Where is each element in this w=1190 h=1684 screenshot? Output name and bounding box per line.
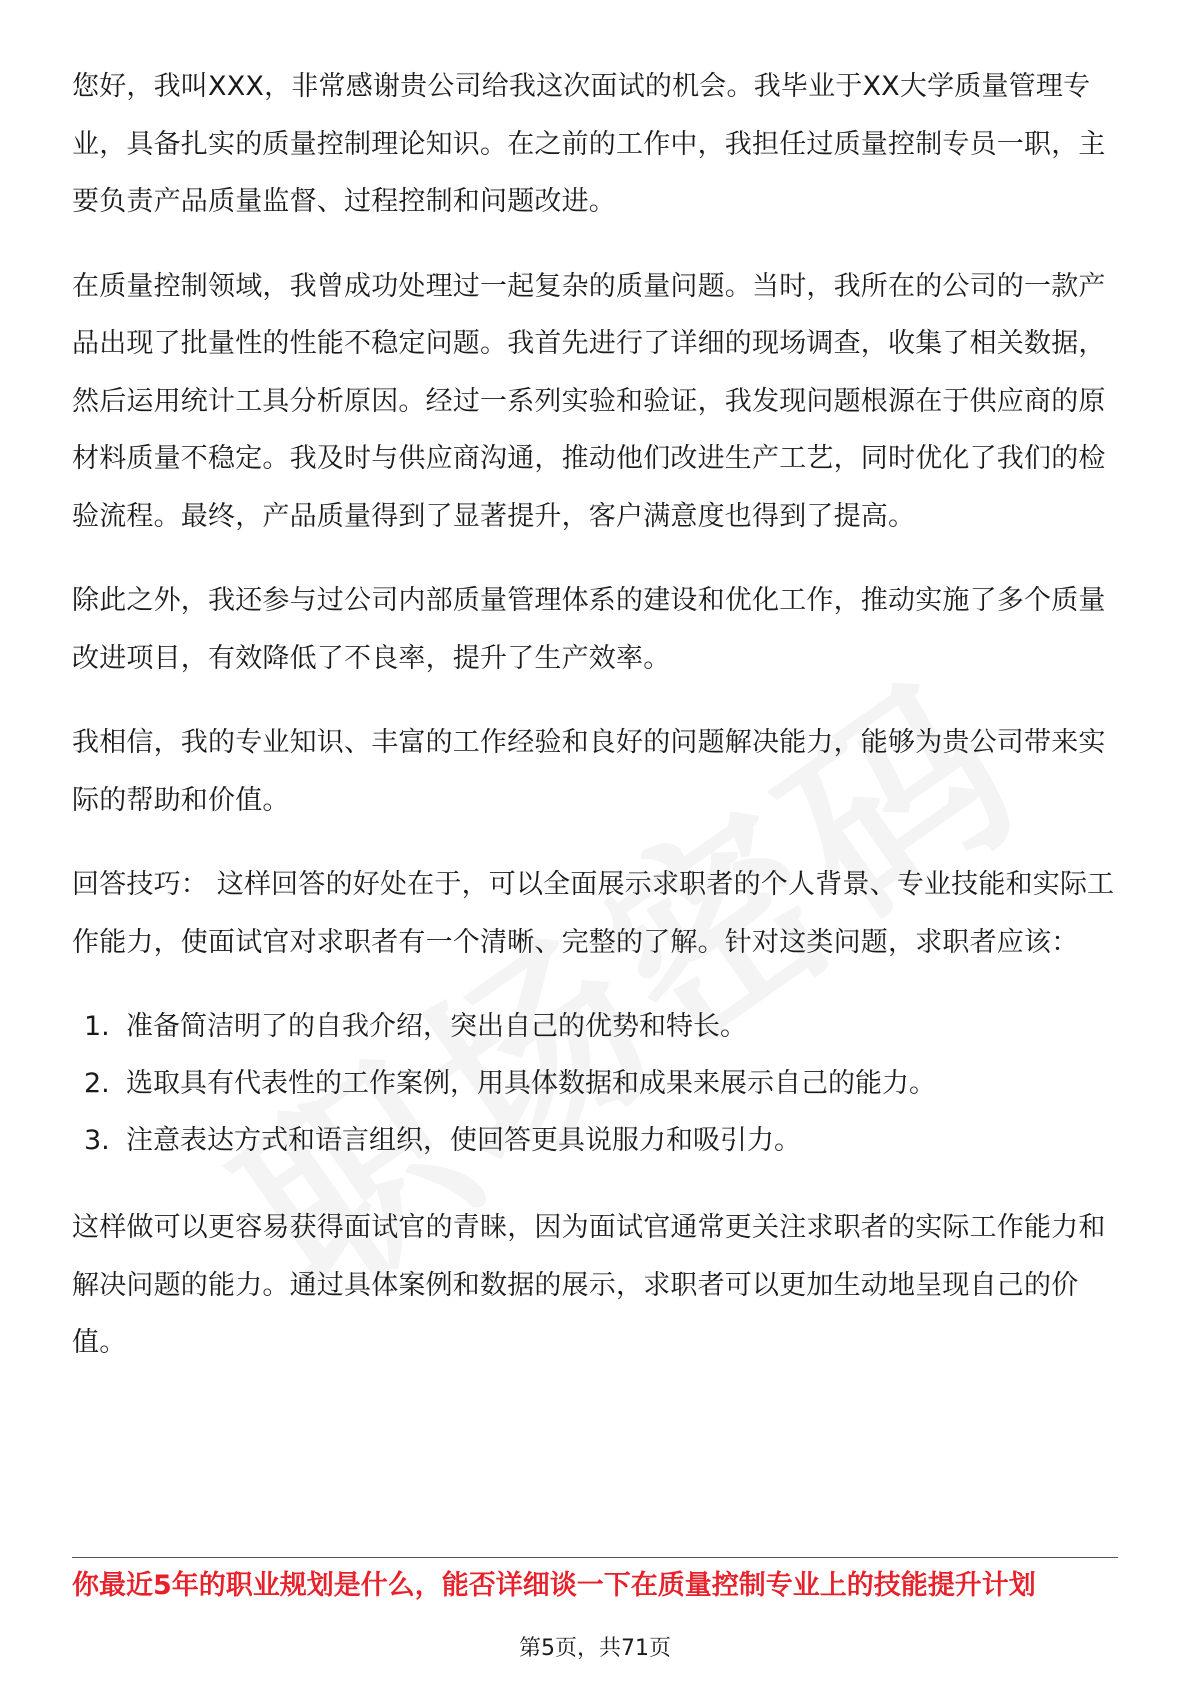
list-item-number: 2. [84, 1068, 110, 1099]
list-item-number: 3. [84, 1125, 110, 1156]
conclusion-paragraph: 我相信，我的专业知识、丰富的工作经验和良好的问题解决能力，能够为贵公司带来实际的帮助和价值。 [72, 727, 1106, 816]
list-item-number: 1. [84, 1011, 110, 1042]
answer-tips-paragraph: 回答技巧： 这样回答的好处在于，可以全面展示求职者的个人背景、专业技能和实际工作能力，使面试官对求职者有一个清晰、完整的了解。针对这类问题，求职者应该： [72, 869, 1115, 958]
next-question-heading: 你最近5年的职业规划是什么，能否详细谈一下在质量控制专业上的技能提升计划 [72, 1570, 1036, 1601]
list-item [72, 998, 1118, 1055]
main-content [72, 58, 1118, 1399]
section-divider [72, 1557, 1118, 1558]
list-item-text: 准备简洁明了的自我介绍，突出自己的优势和特长。 [126, 1011, 747, 1042]
intro-paragraph: 您好，我叫XXX，非常感谢贵公司给我这次面试的机会。我毕业于XX大学质量管理专业，具备扎实的质量控制理论知识。在之前的工作中，我担任过质量控制专员一职，主要负责产品质量监督、过程控制和问题改进。 [72, 71, 1106, 217]
additional-experience-paragraph: 除此之外，我还参与过公司内部质量管理体系的建设和优化工作，推动实施了多个质量改进项目，有效降低了不良率，提升了生产效率。 [72, 585, 1106, 674]
closing-paragraph: 这样做可以更容易获得面试官的青睐，因为面试官通常更关注求职者的实际工作能力和解决问题的能力。通过具体案例和数据的展示，求职者可以更加生动地呈现自己的价值。 [72, 1212, 1106, 1358]
list-item [72, 1055, 1118, 1112]
list-item-text: 注意表达方式和语言组织，使回答更具说服力和吸引力。 [126, 1125, 801, 1156]
list-item-text: 选取具有代表性的工作案例，用具体数据和成果来展示自己的能力。 [126, 1068, 936, 1099]
list-item [72, 1112, 1118, 1169]
tips-list [72, 998, 1118, 1169]
page-number: 第5页，共71页 [519, 1636, 671, 1661]
case-paragraph: 在质量控制领域，我曾成功处理过一起复杂的质量问题。当时，我所在的公司的一款产品出现了批量性的性能不稳定问题。我首先进行了详细的现场调查，收集了相关数据，然后运用统计工具分析原因。经过一系列实验和验证，我发现问题根源在于供应商的原材料质量不稳定。我及时与供应商沟通，推动他们改进生产工艺，同时优化了我们的检验流程。最终，产品质量得到了显著提升，客户满意度也得到了提高。 [72, 270, 1106, 532]
